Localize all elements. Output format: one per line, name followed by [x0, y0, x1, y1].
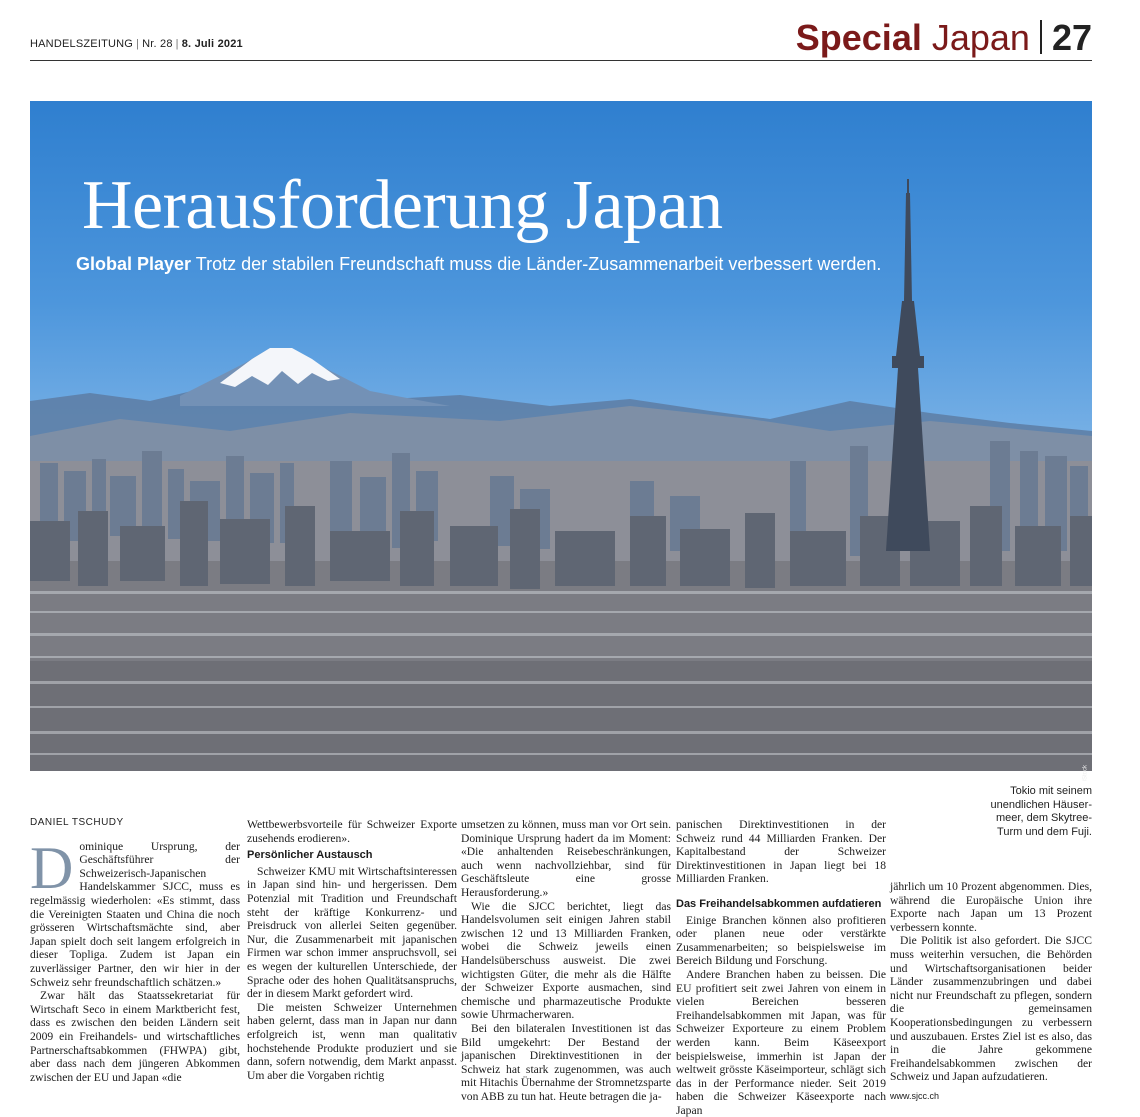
header-rule	[30, 60, 1092, 61]
article-paragraph: Die meisten Schweizer Unternehmen haben gelernt, dass man in Japan nur dann erfolgreich ist, wenn man qualitativ hochstehende Produkte produziert und sie dann, sofern notwendig, dem Markt anpasst. Um aber die Vorgaben richtig	[247, 1000, 457, 1082]
article-paragraph: Wie die SJCC berichtet, liegt das Handelsvolumen seit einigen Jahren stabil zwischen 12 und 13 Milliarden Franken, wobei die Schweiz jeweils einen Handelsüberschuss ausweist. Die zwei wichtigsten Güter, die mehr als die Hälfte der Schweizer Exporte ausmachen, sind chemische und pharmazeutische Produkte sowie Uhrmacherwaren.	[461, 899, 671, 1022]
page-number: 27	[1051, 17, 1092, 58]
article-paragraph: panischen Direktinvestitionen in der Schweiz rund 44 Milliarden Franken. Der Kapitalbestand der Schweizer Direktinvestitionen in Japan liegt bei 18 Milliarden Franken.	[676, 818, 886, 886]
article-column-3	[461, 818, 671, 1103]
website-link[interactable]: www.sjcc.ch	[890, 1090, 940, 1101]
section-special: Special	[795, 17, 922, 58]
article-paragraph: Wettbewerbsvorteile für Schweizer Exporte zusehends erodieren».	[247, 818, 457, 845]
article-paragraph: Bei den bilateralen Investitionen ist das Bild umgekehrt: Der Bestand der japanischen Direktinvestitionen in der Schweiz hat stark zugenommen, was auch mit Hitachis Übernahme der Stromnetzsparte von ABB zu tun hat. Heute betragen die ja-	[461, 1021, 671, 1103]
section-topic: Japan	[931, 17, 1030, 58]
kicker: Global Player	[76, 254, 192, 274]
masthead: HANDELSZEITUNG | Nr. 28 | 8. Juli 2021	[30, 38, 243, 50]
article-column-2	[247, 818, 457, 1082]
article-paragraph: Einige Branchen können also profitieren oder planen neue oder verstärkte Zusammenarbeiten; so beispielsweise im Bereich Bildung und Forschung.	[676, 913, 886, 968]
article-column-1	[30, 816, 240, 1084]
deck	[76, 254, 881, 275]
issue-number: Nr. 28	[142, 38, 173, 50]
article-column-4	[676, 818, 886, 1117]
article-column-5	[890, 880, 1092, 1104]
byline: DANIEL TSCHUDY	[30, 817, 124, 828]
section-header	[796, 16, 1092, 60]
deck-text: Trotz der stabilen Freundschaft muss die Länder-Zusammenarbeit verbessert werden.	[195, 254, 882, 274]
photo-caption: Tokio mit seinem unendlichen Häusermeer, dem Skytree-Turm und dem Fuji.	[990, 785, 1092, 838]
article-paragraph: Dominique Ursprung, der Geschäftsführer der Schweizerisch-Japanischen Handelskammer SJCC, muss es regelmässig wiederholen: «Es stimmt, dass die Vereinigten Staaten und China die noch grösseren Wirtschaftsmächte sind, aber Japan spielt doch seit langem erfolgreich in dieser Topliga. Zudem ist Japan ein zuverlässiger Partner, den wir hier in der Schweiz sehr freundschaftlich schätzen.»	[30, 834, 240, 989]
paper-name: HANDELSZEITUNG	[30, 38, 134, 50]
photo-credit: iStock	[1082, 765, 1088, 782]
drop-cap: D	[30, 834, 74, 901]
article-paragraph: Schweizer KMU mit Wirtschaftsinteressen in Japan sind hin- und hergerissen. Dem Potenzial mit Tradition und Freundschaft steht der kräftige Konkurrenz- und Preisdruck von allerlei Seiten gegenüber. Nur, die Zusammenarbeit mit japanischen Firmen war schon immer anspruchsvoll, sei es wegen der kulturellen Unterschiede, der Sprache oder des hohen Qualitätsanspruchs, der in diesem Markt gefordert wird.	[247, 864, 457, 1001]
issue-date: 8. Juli 2021	[181, 38, 243, 50]
header-divider	[1040, 20, 1042, 54]
article-paragraph: Zwar hält das Staatssekretariat für Wirtschaft Seco in einem Marktbericht fest, dass es zwischen den beiden Ländern seit 2009 ein Freihandels- und wirtschaftliches Partnerschaftsabkommen (FHWPA) gibt, aber dass nach dem jüngeren Abkommen zwischen der EU und Japan «die	[30, 989, 240, 1084]
article-paragraph: umsetzen zu können, muss man vor Ort sein. Dominique Ursprung hadert da im Moment: «Die anhaltenden Reisebeschränkungen, auch wenn nachvollziehbar, sind für Geschäftsleute eine grosse Herausforderung.»	[461, 818, 671, 899]
subheading: Persönlicher Austausch	[247, 849, 373, 862]
article-paragraph: Andere Branchen haben zu beissen. Die EU profitiert seit zwei Jahren von einem in vielen Bereichen besseren Freihandelsabkommen mit Japan, was für Schweizer Exporteure zu einem Problem werden kann. Beim Käseexport beispielsweise, immerhin ist Japan der weltweit grösste Käseimporteur, schlägt sich das in der Performance nieder. Seit 2019 haben die Schweizer Käseexporte nach Japan	[676, 967, 886, 1117]
article-paragraph: jährlich um 10 Prozent abgenommen. Dies, während die Europäische Union ihre Exporte nach Japan um 13 Prozent verbessern konnte.	[890, 880, 1092, 934]
hero-image	[30, 101, 1092, 782]
subheading: Das Freihandelsabkommen aufdatieren	[676, 897, 882, 910]
article-paragraph: Die Politik ist also gefordert. Die SJCC muss weiterhin versuchen, die Behörden und Wirtschaftsorganisationen beider Länder zusammenzubringen und dabei nicht nur Freundschaft zu pflegen, sondern die gemeinsamen Kooperationsbedingungen zu verbessern und auszubauen. Erstes Ziel ist es also, das in die Jahre gekommene Freihandelsabkommen zwischen der Schweiz und Japan aufzudatieren.	[890, 934, 1092, 1084]
headline: Herausforderung Japan	[82, 167, 723, 244]
